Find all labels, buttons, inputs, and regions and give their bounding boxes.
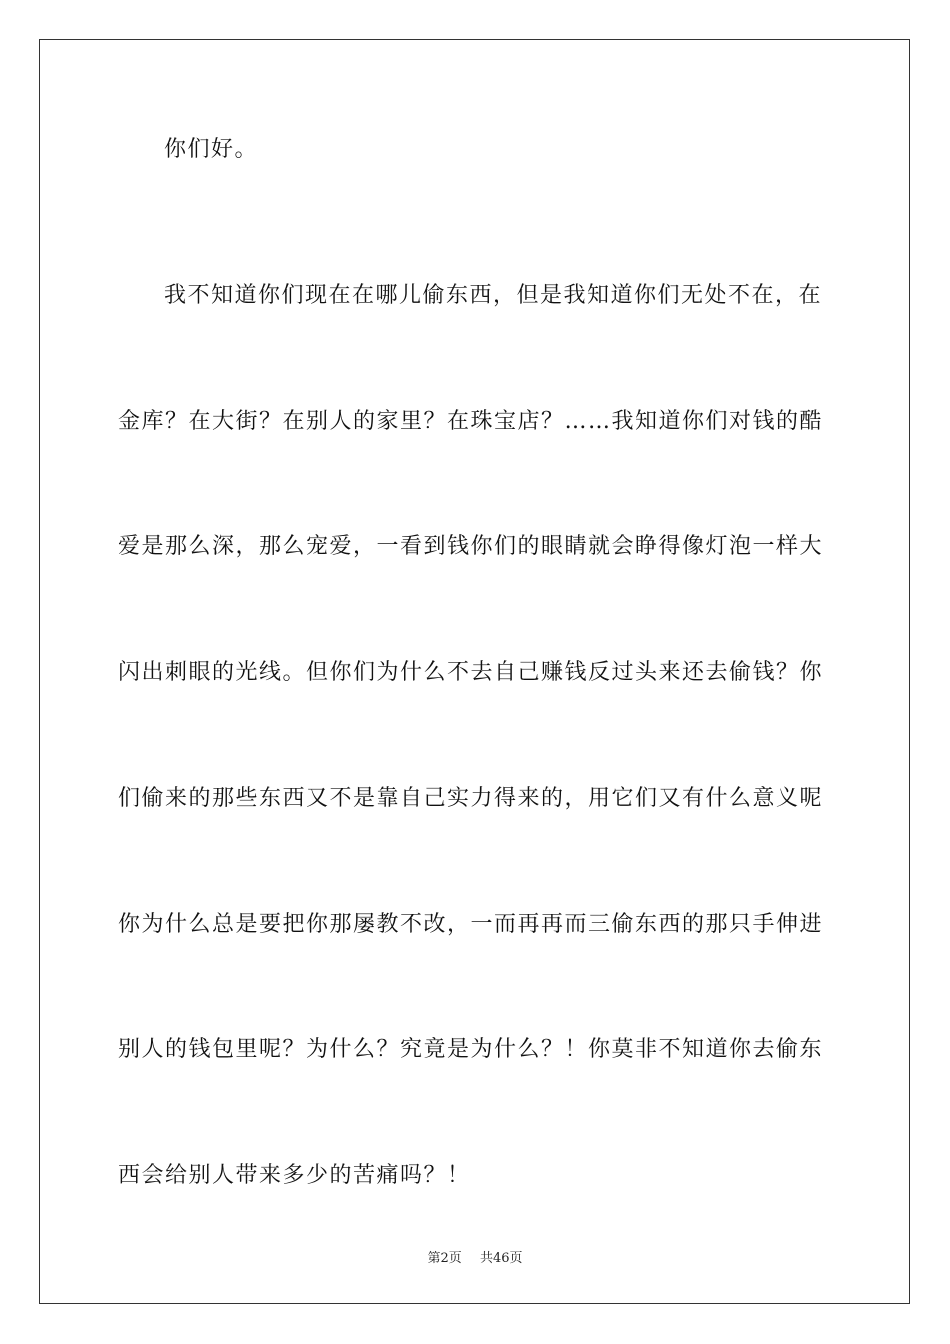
paragraph-main: 我不知道你们现在在哪儿偷东西，但是我知道你们无处不在，在金库？在大街？在别人的家里？在珠宝店？……我知道你们对钱的酷爱是那么深，那么宠爱，一看到钱你们的眼睛就会睁得像灯泡一样大闪出刺眼的光线。但你们为什么不去自己赚钱反过头来还去偷钱？你们偷来的那些东西又不是靠自己实力得来的，用它们又有什么意义呢你为什么总是要把你那屡教不改，一而再再而三偷东西的那只手伸进别人的钱包里呢？为什么？究竟是为什么？！你莫非不知道你去偷东西会给别人带来多少的苦痛吗？！ [118,283,824,1188]
page-footer [0,1247,950,1266]
page-total: 共46页 [479,1251,523,1266]
paragraph-greeting: 你们好。 [164,137,259,162]
document-body [118,130,838,1239]
page-number: 第2页 [427,1251,462,1266]
